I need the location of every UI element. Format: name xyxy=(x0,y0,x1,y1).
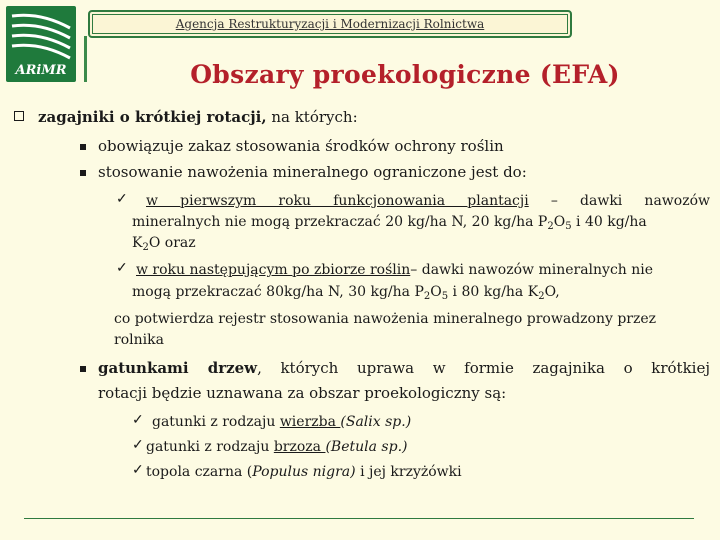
check2-line2c: i 80 kg/ha K xyxy=(448,284,539,300)
check2-line2b: O xyxy=(430,284,442,300)
tree-item-under: brzoza xyxy=(273,439,326,455)
footer-divider xyxy=(24,518,694,519)
check2-line2a: mogą przekraczać 80kg/ha N, 30 kg/ha P xyxy=(132,284,424,300)
tree-item-2 xyxy=(146,438,407,457)
check1-line3a: K xyxy=(132,235,143,251)
check1-underlined: w pierwszym roku funkcjonowania plantacji xyxy=(146,193,529,209)
sub-2: 2 xyxy=(423,291,431,302)
confirm-line1: co potwierdza rejestr stosowania nawożenia mineralnego prowadzony przez xyxy=(114,311,657,327)
check-icon: ✓ xyxy=(132,412,144,428)
checkbox-bullet-icon xyxy=(14,111,24,121)
check2-rest: – dawki nawozów mineralnych nie xyxy=(410,262,654,278)
section1-lead xyxy=(38,107,358,127)
check2-line2 xyxy=(132,283,560,302)
check2-line1 xyxy=(136,261,653,280)
tree-item-latin: (Betula sp.) xyxy=(325,439,408,455)
check1-line2a: mineralnych nie mogą przekraczać 20 kg/ha N, 20 kg/ha P xyxy=(132,214,548,230)
agency-name: Agencja Restrukturyzacji i Modernizacji Rolnictwa xyxy=(175,17,485,31)
check1-line1 xyxy=(146,192,710,211)
check1-line2b: O xyxy=(553,214,566,230)
check1-line2 xyxy=(132,213,647,232)
check-icon: ✓ xyxy=(116,260,128,276)
tree-item-1 xyxy=(152,413,411,432)
square-bullet-icon xyxy=(80,144,86,150)
sub-5: 5 xyxy=(565,221,572,232)
tree-item-pre: topola czarna ( xyxy=(146,464,253,480)
square-bullet-icon xyxy=(80,366,86,372)
tree-item-pre: gatunki z rodzaju xyxy=(146,439,274,455)
tree-item-3 xyxy=(146,463,462,482)
check-icon: ✓ xyxy=(132,462,144,478)
section1-item2: stosowanie nawożenia mineralnego ograniczone jest do: xyxy=(98,163,527,181)
square-bullet-icon xyxy=(80,170,86,176)
check-icon: ✓ xyxy=(132,437,144,453)
tree-item-pre: gatunki z rodzaju xyxy=(152,414,280,430)
section2-lead-bold: gatunkami drzew xyxy=(98,359,258,377)
check2-line2d: O, xyxy=(544,284,560,300)
check1-line2c: i 40 kg/ha xyxy=(571,214,647,230)
section1-lead-bold: zagajniki o krótkiej rotacji, xyxy=(38,108,267,126)
logo-text: ARiMR xyxy=(15,63,67,78)
confirm-line2: rolnika xyxy=(114,332,164,348)
sub-2: 2 xyxy=(547,221,554,232)
check-icon: ✓ xyxy=(116,191,128,207)
section2-lead xyxy=(98,358,710,378)
check1-rest: – dawki nawozów xyxy=(528,193,710,209)
check2-underlined: w roku następującym po zbiorze roślin xyxy=(136,262,411,278)
sub-5: 5 xyxy=(441,291,449,302)
section1-item1: obowiązuje zakaz stosowania środków ochrony roślin xyxy=(98,137,504,155)
section2-line2: rotacji będzie uznawana za obszar proekologiczny są: xyxy=(98,384,507,402)
tree-item-under: wierzba xyxy=(279,414,341,430)
check1-line3 xyxy=(132,234,196,253)
sub-2: 2 xyxy=(142,242,149,253)
tree-item-latin: Populus nigra) xyxy=(252,464,356,480)
section1-lead-rest: na których: xyxy=(266,108,358,126)
page-title: Obszary proekologiczne (EFA) xyxy=(190,60,620,89)
tree-item-latin: (Salix sp.) xyxy=(340,414,412,430)
section2-lead-rest: , których uprawa w formie zagajnika o krótkiej xyxy=(257,359,710,377)
sub-2: 2 xyxy=(538,291,545,302)
tree-item-post: i jej krzyżówki xyxy=(355,464,462,480)
check1-line3b: O oraz xyxy=(148,235,196,251)
